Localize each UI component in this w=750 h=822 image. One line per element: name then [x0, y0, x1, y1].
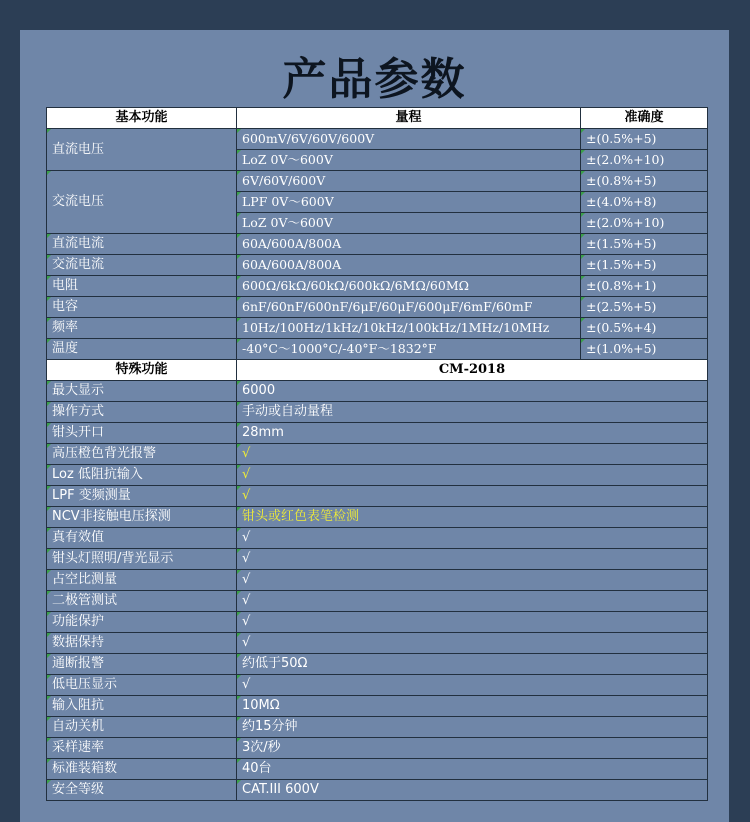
basic-row — [47, 276, 708, 297]
special-function-value: 约低于50Ω — [237, 654, 708, 675]
special-function-value: √ — [237, 612, 708, 633]
special-function-value: √ — [237, 633, 708, 654]
basic-row — [47, 318, 708, 339]
header-model: CM-2018 — [237, 360, 708, 381]
special-function-name: 安全等级 — [47, 780, 237, 801]
special-row — [47, 381, 708, 402]
range-cell: 600mV/6V/60V/600V — [237, 129, 581, 150]
special-row — [47, 633, 708, 654]
special-function-name: NCV非接触电压探测 — [47, 507, 237, 528]
special-function-name: 高压橙色背光报警 — [47, 444, 237, 465]
range-cell: 60A/600A/800A — [237, 234, 581, 255]
special-function-value: 10MΩ — [237, 696, 708, 717]
range-cell: LPF 0V～600V — [237, 192, 581, 213]
range-cell: 600Ω/6kΩ/60kΩ/600kΩ/6MΩ/60MΩ — [237, 276, 581, 297]
basic-function-name: 温度 — [47, 339, 237, 360]
special-header-row — [47, 360, 708, 381]
basic-function-name: 交流电压 — [47, 171, 237, 234]
special-function-name: 通断报警 — [47, 654, 237, 675]
special-function-name: 自动关机 — [47, 717, 237, 738]
special-row — [47, 570, 708, 591]
spec-panel — [20, 30, 729, 822]
special-row — [47, 759, 708, 780]
special-row — [47, 507, 708, 528]
special-row — [47, 675, 708, 696]
special-function-name: 数据保持 — [47, 633, 237, 654]
special-function-value: √ — [237, 444, 708, 465]
special-function-name: 低电压显示 — [47, 675, 237, 696]
special-function-name: LPF 变频测量 — [47, 486, 237, 507]
special-function-value: √ — [237, 549, 708, 570]
special-function-value: √ — [237, 591, 708, 612]
basic-row — [47, 297, 708, 318]
special-function-name: Loz 低阻抗输入 — [47, 465, 237, 486]
basic-function-name: 交流电流 — [47, 255, 237, 276]
basic-function-name: 直流电流 — [47, 234, 237, 255]
accuracy-cell: ±(0.5%+5) — [581, 129, 708, 150]
basic-function-name: 电阻 — [47, 276, 237, 297]
special-row — [47, 402, 708, 423]
special-function-value: 约15分钟 — [237, 717, 708, 738]
basic-function-name: 电容 — [47, 297, 237, 318]
special-function-name: 占空比测量 — [47, 570, 237, 591]
range-cell: 6nF/60nF/600nF/6μF/60μF/600μF/6mF/60mF — [237, 297, 581, 318]
accuracy-cell: ±(2.5%+5) — [581, 297, 708, 318]
header-basic-function: 基本功能 — [47, 108, 237, 129]
accuracy-cell: ±(0.8%+1) — [581, 276, 708, 297]
special-function-name: 采样速率 — [47, 738, 237, 759]
accuracy-cell: ±(1.5%+5) — [581, 255, 708, 276]
range-cell: LoZ 0V～600V — [237, 150, 581, 171]
accuracy-cell: ±(0.5%+4) — [581, 318, 708, 339]
basic-row — [47, 234, 708, 255]
special-function-value: 手动或自动量程 — [237, 402, 708, 423]
accuracy-cell: ±(2.0%+10) — [581, 213, 708, 234]
header-special-function: 特殊功能 — [47, 360, 237, 381]
special-function-value: √ — [237, 465, 708, 486]
basic-function-name: 频率 — [47, 318, 237, 339]
accuracy-cell: ±(0.8%+5) — [581, 171, 708, 192]
special-function-value: 40台 — [237, 759, 708, 780]
range-cell: 10Hz/100Hz/1kHz/10kHz/100kHz/1MHz/10MHz — [237, 318, 581, 339]
special-row — [47, 780, 708, 801]
special-function-value: 钳头或红色表笔检测 — [237, 507, 708, 528]
range-cell: 6V/60V/600V — [237, 171, 581, 192]
special-function-name: 最大显示 — [47, 381, 237, 402]
accuracy-cell: ±(2.0%+10) — [581, 150, 708, 171]
basic-header-row — [47, 108, 708, 129]
special-row — [47, 549, 708, 570]
special-function-name: 输入阻抗 — [47, 696, 237, 717]
range-cell: -40°C～1000°C/-40°F～1832°F — [237, 339, 581, 360]
special-function-name: 标准装箱数 — [47, 759, 237, 780]
basic-row — [47, 129, 708, 150]
special-row — [47, 444, 708, 465]
special-function-value: 3次/秒 — [237, 738, 708, 759]
header-range: 量程 — [237, 108, 581, 129]
special-row — [47, 465, 708, 486]
special-row — [47, 717, 708, 738]
special-function-value: CAT.III 600V — [237, 780, 708, 801]
special-function-value: √ — [237, 486, 708, 507]
special-row — [47, 696, 708, 717]
special-function-name: 钳头开口 — [47, 423, 237, 444]
basic-row — [47, 171, 708, 192]
special-function-value: √ — [237, 528, 708, 549]
special-function-name: 操作方式 — [47, 402, 237, 423]
basic-row — [47, 339, 708, 360]
spec-table — [46, 107, 708, 801]
special-row — [47, 528, 708, 549]
special-function-value: √ — [237, 675, 708, 696]
page-title: 产品参数 — [282, 54, 467, 105]
special-row — [47, 486, 708, 507]
range-cell: 60A/600A/800A — [237, 255, 581, 276]
accuracy-cell: ±(1.5%+5) — [581, 234, 708, 255]
special-row — [47, 591, 708, 612]
special-function-value: 28mm — [237, 423, 708, 444]
special-function-value: 6000 — [237, 381, 708, 402]
special-function-name: 二极管测试 — [47, 591, 237, 612]
special-row — [47, 738, 708, 759]
header-accuracy: 准确度 — [581, 108, 708, 129]
special-row — [47, 423, 708, 444]
accuracy-cell: ±(1.0%+5) — [581, 339, 708, 360]
special-function-name: 钳头灯照明/背光显示 — [47, 549, 237, 570]
special-function-name: 真有效值 — [47, 528, 237, 549]
basic-function-name: 直流电压 — [47, 129, 237, 171]
special-function-name: 功能保护 — [47, 612, 237, 633]
special-function-value: √ — [237, 570, 708, 591]
special-row — [47, 654, 708, 675]
range-cell: LoZ 0V～600V — [237, 213, 581, 234]
special-row — [47, 612, 708, 633]
accuracy-cell: ±(4.0%+8) — [581, 192, 708, 213]
basic-row — [47, 255, 708, 276]
spec-table-body — [47, 108, 708, 801]
